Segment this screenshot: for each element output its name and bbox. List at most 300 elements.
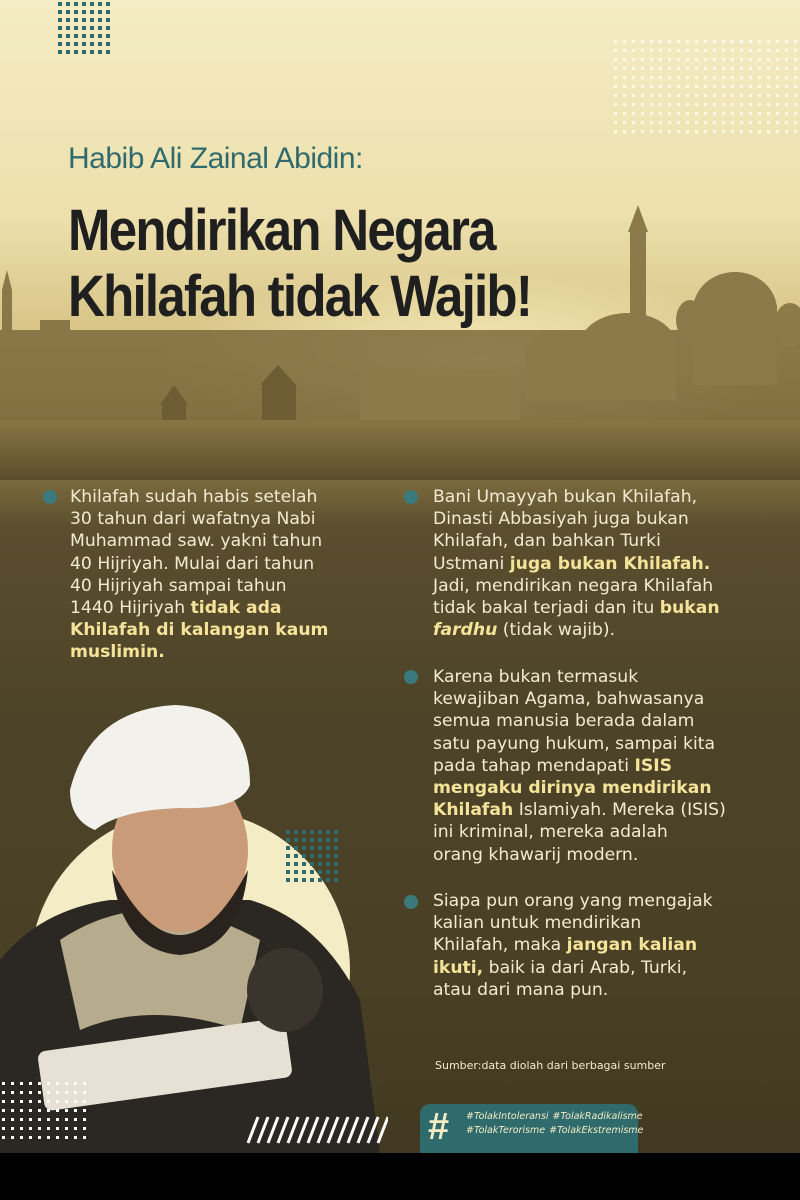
grid-dot [695, 103, 698, 106]
grid-dot [82, 50, 86, 54]
grid-dot [58, 50, 62, 54]
grid-dot [686, 94, 689, 97]
grid-dot [29, 1118, 32, 1121]
left-paragraph: Khilafah sudah habis setelah 30 tahun dari wafatnya Nabi Muhammad saw. yakni tahun 40 Hijriyah. Mulai dari tahun 40 Hijriyah sampai tahun 1440 Hijriyah tidak ada Khilafah di kalangan kaum muslimin. [70, 487, 329, 663]
grid-dot [56, 1136, 59, 1139]
grid-dot [58, 2, 62, 6]
grid-dot [74, 1100, 77, 1103]
grid-dot [758, 121, 761, 124]
grid-dot [82, 18, 86, 22]
grid-dot [776, 103, 779, 106]
grid-dot [740, 40, 743, 43]
grid-dot [650, 67, 653, 70]
grid-dot [749, 76, 752, 79]
grid-dot [82, 34, 86, 38]
stripe [248, 1117, 258, 1143]
grid-dot [677, 103, 680, 106]
grid-dot [740, 103, 743, 106]
grid-dot [722, 67, 725, 70]
grid-dot [98, 26, 102, 30]
grid-dot [58, 34, 62, 38]
grid-dot [74, 10, 78, 14]
grid-dot [677, 49, 680, 52]
grid-dot [641, 121, 644, 124]
grid-dot [38, 1127, 41, 1130]
grid-dot [668, 121, 671, 124]
grid-dot [668, 49, 671, 52]
grid-dot [695, 67, 698, 70]
grid-dot [302, 870, 306, 874]
grid-dot [758, 67, 761, 70]
grid-dot [749, 94, 752, 97]
grid-dot [74, 18, 78, 22]
grid-dot [749, 49, 752, 52]
grid-dot [286, 878, 290, 882]
grid-dot [334, 862, 338, 866]
grid-dot [66, 18, 70, 22]
grid-dot [11, 1127, 14, 1130]
grid-dot [758, 40, 761, 43]
grid-dot [677, 112, 680, 115]
grid-dot [90, 10, 94, 14]
grid-dot [83, 1136, 86, 1139]
grid-dot [83, 1091, 86, 1094]
grid-dot [106, 42, 110, 46]
dot-grid-icon [612, 38, 800, 138]
grid-dot [90, 34, 94, 38]
grid-dot [334, 830, 338, 834]
grid-dot [722, 103, 725, 106]
grid-dot [106, 18, 110, 22]
grid-dot [47, 1136, 50, 1139]
grid-dot [65, 1091, 68, 1094]
grid-dot [668, 130, 671, 133]
grid-dot [686, 121, 689, 124]
grid-dot [713, 130, 716, 133]
grid-dot [47, 1127, 50, 1130]
grid-dot [623, 94, 626, 97]
grid-dot [38, 1082, 41, 1085]
grid-dot [326, 870, 330, 874]
grid-dot [776, 67, 779, 70]
grid-dot [614, 94, 617, 97]
grid-dot [56, 1100, 59, 1103]
grid-dot [294, 862, 298, 866]
grid-dot [302, 838, 306, 842]
dot-grid-icon [56, 0, 116, 54]
grid-dot [38, 1136, 41, 1139]
grid-dot [659, 40, 662, 43]
grid-dot [767, 40, 770, 43]
grid-dot [785, 94, 788, 97]
grid-dot [65, 1136, 68, 1139]
grid-dot [668, 40, 671, 43]
grid-dot [722, 121, 725, 124]
grid-dot [704, 40, 707, 43]
grid-dot [758, 58, 761, 61]
grid-dot [74, 50, 78, 54]
grid-dot [98, 34, 102, 38]
grid-dot [749, 40, 752, 43]
stripe [318, 1117, 328, 1143]
grid-dot [286, 846, 290, 850]
grid-dot [106, 50, 110, 54]
grid-dot [614, 85, 617, 88]
grid-dot [302, 854, 306, 858]
grid-dot [310, 846, 314, 850]
grid-dot [2, 1100, 5, 1103]
grid-dot [713, 76, 716, 79]
grid-dot [677, 58, 680, 61]
grid-dot [668, 76, 671, 79]
grid-dot [695, 49, 698, 52]
stripe [348, 1117, 358, 1143]
grid-dot [659, 49, 662, 52]
grid-dot [38, 1109, 41, 1112]
hashtag-list [466, 1110, 647, 1138]
hashtag[interactable]: #TolakIntoleransi [466, 1111, 549, 1122]
grid-dot [58, 10, 62, 14]
grid-dot [632, 94, 635, 97]
grid-dot [66, 2, 70, 6]
grid-dot [334, 838, 338, 842]
grid-dot [677, 94, 680, 97]
grid-dot [74, 26, 78, 30]
grid-dot [632, 40, 635, 43]
hashtag[interactable]: #TolakEkstremisme [549, 1125, 644, 1136]
grid-dot [686, 103, 689, 106]
grid-dot [659, 76, 662, 79]
grid-dot [83, 1127, 86, 1130]
grid-dot [294, 878, 298, 882]
grid-dot [731, 121, 734, 124]
grid-dot [614, 49, 617, 52]
stripe-pattern-icon [238, 1115, 388, 1145]
grid-dot [695, 40, 698, 43]
grid-dot [767, 85, 770, 88]
grid-dot [83, 1082, 86, 1085]
grid-dot [740, 85, 743, 88]
grid-dot [310, 870, 314, 874]
bullet-dot-icon [404, 490, 418, 504]
grid-dot [659, 121, 662, 124]
grid-dot [58, 42, 62, 46]
grid-dot [794, 85, 797, 88]
grid-dot [686, 49, 689, 52]
grid-dot [20, 1127, 23, 1130]
grid-dot [713, 121, 716, 124]
grid-dot [318, 870, 322, 874]
grid-dot [334, 854, 338, 858]
grid-dot [98, 42, 102, 46]
grid-dot [650, 130, 653, 133]
grid-dot [731, 112, 734, 115]
grid-dot [310, 838, 314, 842]
grid-dot [318, 838, 322, 842]
grid-dot [614, 112, 617, 115]
grid-dot [318, 878, 322, 882]
grid-dot [310, 854, 314, 858]
grid-dot [659, 58, 662, 61]
grid-dot [785, 58, 788, 61]
grid-dot [632, 121, 635, 124]
grid-dot [623, 130, 626, 133]
grid-dot [722, 94, 725, 97]
grid-dot [677, 67, 680, 70]
grid-dot [686, 130, 689, 133]
grid-dot [767, 121, 770, 124]
grid-dot [659, 103, 662, 106]
stripe [258, 1117, 268, 1143]
hashtag[interactable]: #TolakRadikalisme [552, 1111, 643, 1122]
grid-dot [659, 112, 662, 115]
grid-dot [20, 1118, 23, 1121]
stripe [358, 1117, 368, 1143]
grid-dot [106, 2, 110, 6]
stripe [308, 1117, 318, 1143]
grid-dot [686, 40, 689, 43]
grid-dot [695, 121, 698, 124]
grid-dot [686, 85, 689, 88]
grid-dot [740, 76, 743, 79]
dot-grid-icon [284, 828, 344, 890]
grid-dot [334, 870, 338, 874]
grid-dot [641, 94, 644, 97]
grid-dot [74, 1136, 77, 1139]
grid-dot [90, 2, 94, 6]
grid-dot [767, 58, 770, 61]
grid-dot [677, 121, 680, 124]
grid-dot [294, 846, 298, 850]
grid-dot [704, 121, 707, 124]
grid-dot [785, 121, 788, 124]
grid-dot [749, 58, 752, 61]
grid-dot [66, 50, 70, 54]
grid-dot [98, 2, 102, 6]
grid-dot [29, 1136, 32, 1139]
right-paragraph-2: Karena bukan termasuk kewajiban Agama, bahwasanya semua manusia berada dalam satu payung hukum, sampai kita pada tahap mendapati ISIS mengaku dirinya mendirikan Khilafah Islamiyah. Mereka (ISIS) ini kriminal, mereka adalah orang khawarij modern. [433, 667, 726, 865]
bullet-dot-icon [404, 670, 418, 684]
grid-dot [326, 830, 330, 834]
stripe [288, 1117, 298, 1143]
grid-dot [98, 50, 102, 54]
grid-dot [2, 1109, 5, 1112]
grid-dot [20, 1091, 23, 1094]
grid-dot [302, 846, 306, 850]
grid-dot [82, 26, 86, 30]
grid-dot [794, 121, 797, 124]
grid-dot [11, 1100, 14, 1103]
grid-dot [56, 1118, 59, 1121]
stripe [268, 1117, 278, 1143]
grid-dot [20, 1082, 23, 1085]
grid-dot [286, 830, 290, 834]
grid-dot [668, 103, 671, 106]
grid-dot [11, 1091, 14, 1094]
grid-dot [731, 49, 734, 52]
grid-dot [695, 94, 698, 97]
grid-dot [650, 85, 653, 88]
grid-dot [749, 103, 752, 106]
grid-dot [29, 1082, 32, 1085]
grid-dot [740, 112, 743, 115]
grid-dot [794, 76, 797, 79]
grid-dot [776, 112, 779, 115]
grid-dot [650, 40, 653, 43]
grid-dot [66, 42, 70, 46]
grid-dot [713, 67, 716, 70]
grid-dot [677, 130, 680, 133]
grid-dot [11, 1136, 14, 1139]
grid-dot [98, 10, 102, 14]
grid-dot [2, 1136, 5, 1139]
grid-dot [686, 67, 689, 70]
grid-dot [686, 76, 689, 79]
grid-dot [56, 1127, 59, 1130]
grid-dot [776, 76, 779, 79]
grid-dot [758, 49, 761, 52]
grid-dot [74, 1082, 77, 1085]
grid-dot [47, 1100, 50, 1103]
grid-dot [318, 862, 322, 866]
grid-dot [632, 58, 635, 61]
grid-dot [66, 34, 70, 38]
hashtag[interactable]: #TolakTerorisme [466, 1125, 546, 1136]
grid-dot [74, 2, 78, 6]
grid-dot [310, 878, 314, 882]
grid-dot [294, 854, 298, 858]
grid-dot [623, 58, 626, 61]
grid-dot [767, 130, 770, 133]
grid-dot [794, 130, 797, 133]
grid-dot [650, 49, 653, 52]
stripe [328, 1117, 338, 1143]
grid-dot [56, 1109, 59, 1112]
grid-dot [767, 49, 770, 52]
grid-dot [731, 130, 734, 133]
grid-dot [722, 112, 725, 115]
grid-dot [82, 2, 86, 6]
grid-dot [106, 10, 110, 14]
grid-dot [758, 130, 761, 133]
grid-dot [704, 49, 707, 52]
grid-dot [650, 58, 653, 61]
grid-dot [722, 49, 725, 52]
grid-dot [722, 130, 725, 133]
dot-grid-icon [0, 1080, 95, 1150]
grid-dot [740, 130, 743, 133]
grid-dot [326, 838, 330, 842]
grid-dot [632, 103, 635, 106]
grid-dot [785, 130, 788, 133]
grid-dot [641, 85, 644, 88]
grid-dot [785, 76, 788, 79]
hashtag-icon: # [428, 1106, 450, 1148]
title-line-2: Khilafah tidak Wajib! [68, 264, 532, 329]
grid-dot [713, 112, 716, 115]
grid-dot [38, 1091, 41, 1094]
grid-dot [731, 85, 734, 88]
grid-dot [677, 76, 680, 79]
grid-dot [11, 1109, 14, 1112]
grid-dot [758, 112, 761, 115]
grid-dot [641, 76, 644, 79]
grid-dot [713, 103, 716, 106]
grid-dot [334, 878, 338, 882]
grid-dot [731, 58, 734, 61]
grid-dot [74, 34, 78, 38]
grid-dot [29, 1127, 32, 1130]
grid-dot [749, 130, 752, 133]
grid-dot [731, 103, 734, 106]
grid-dot [614, 130, 617, 133]
grid-dot [794, 40, 797, 43]
grid-dot [794, 94, 797, 97]
grid-dot [56, 1082, 59, 1085]
grid-dot [326, 846, 330, 850]
grid-dot [659, 130, 662, 133]
grid-dot [632, 112, 635, 115]
grid-dot [286, 870, 290, 874]
grid-dot [695, 130, 698, 133]
grid-dot [722, 76, 725, 79]
grid-dot [722, 85, 725, 88]
grid-dot [2, 1091, 5, 1094]
grid-dot [47, 1118, 50, 1121]
grid-dot [11, 1118, 14, 1121]
grid-dot [614, 40, 617, 43]
grid-dot [785, 85, 788, 88]
grid-dot [731, 76, 734, 79]
grid-dot [794, 49, 797, 52]
grid-dot [83, 1100, 86, 1103]
grid-dot [722, 58, 725, 61]
grid-dot [713, 85, 716, 88]
grid-dot [740, 67, 743, 70]
grid-dot [29, 1109, 32, 1112]
grid-dot [106, 34, 110, 38]
grid-dot [623, 121, 626, 124]
grid-dot [686, 112, 689, 115]
grid-dot [82, 42, 86, 46]
grid-dot [65, 1118, 68, 1121]
grid-dot [614, 103, 617, 106]
grid-dot [82, 10, 86, 14]
grid-dot [334, 846, 338, 850]
grid-dot [74, 42, 78, 46]
grid-dot [704, 85, 707, 88]
grid-dot [286, 862, 290, 866]
grid-dot [614, 58, 617, 61]
grid-dot [785, 112, 788, 115]
grid-dot [785, 67, 788, 70]
source-note: Sumber:data diolah dari berbagai sumber [435, 1059, 666, 1072]
grid-dot [740, 58, 743, 61]
grid-dot [776, 58, 779, 61]
grid-dot [623, 85, 626, 88]
stripe [378, 1117, 388, 1143]
grid-dot [713, 49, 716, 52]
grid-dot [659, 67, 662, 70]
grid-dot [632, 67, 635, 70]
grid-dot [704, 103, 707, 106]
grid-dot [632, 49, 635, 52]
grid-dot [704, 67, 707, 70]
grid-dot [713, 40, 716, 43]
grid-dot [56, 1091, 59, 1094]
grid-dot [650, 103, 653, 106]
grid-dot [2, 1082, 5, 1085]
